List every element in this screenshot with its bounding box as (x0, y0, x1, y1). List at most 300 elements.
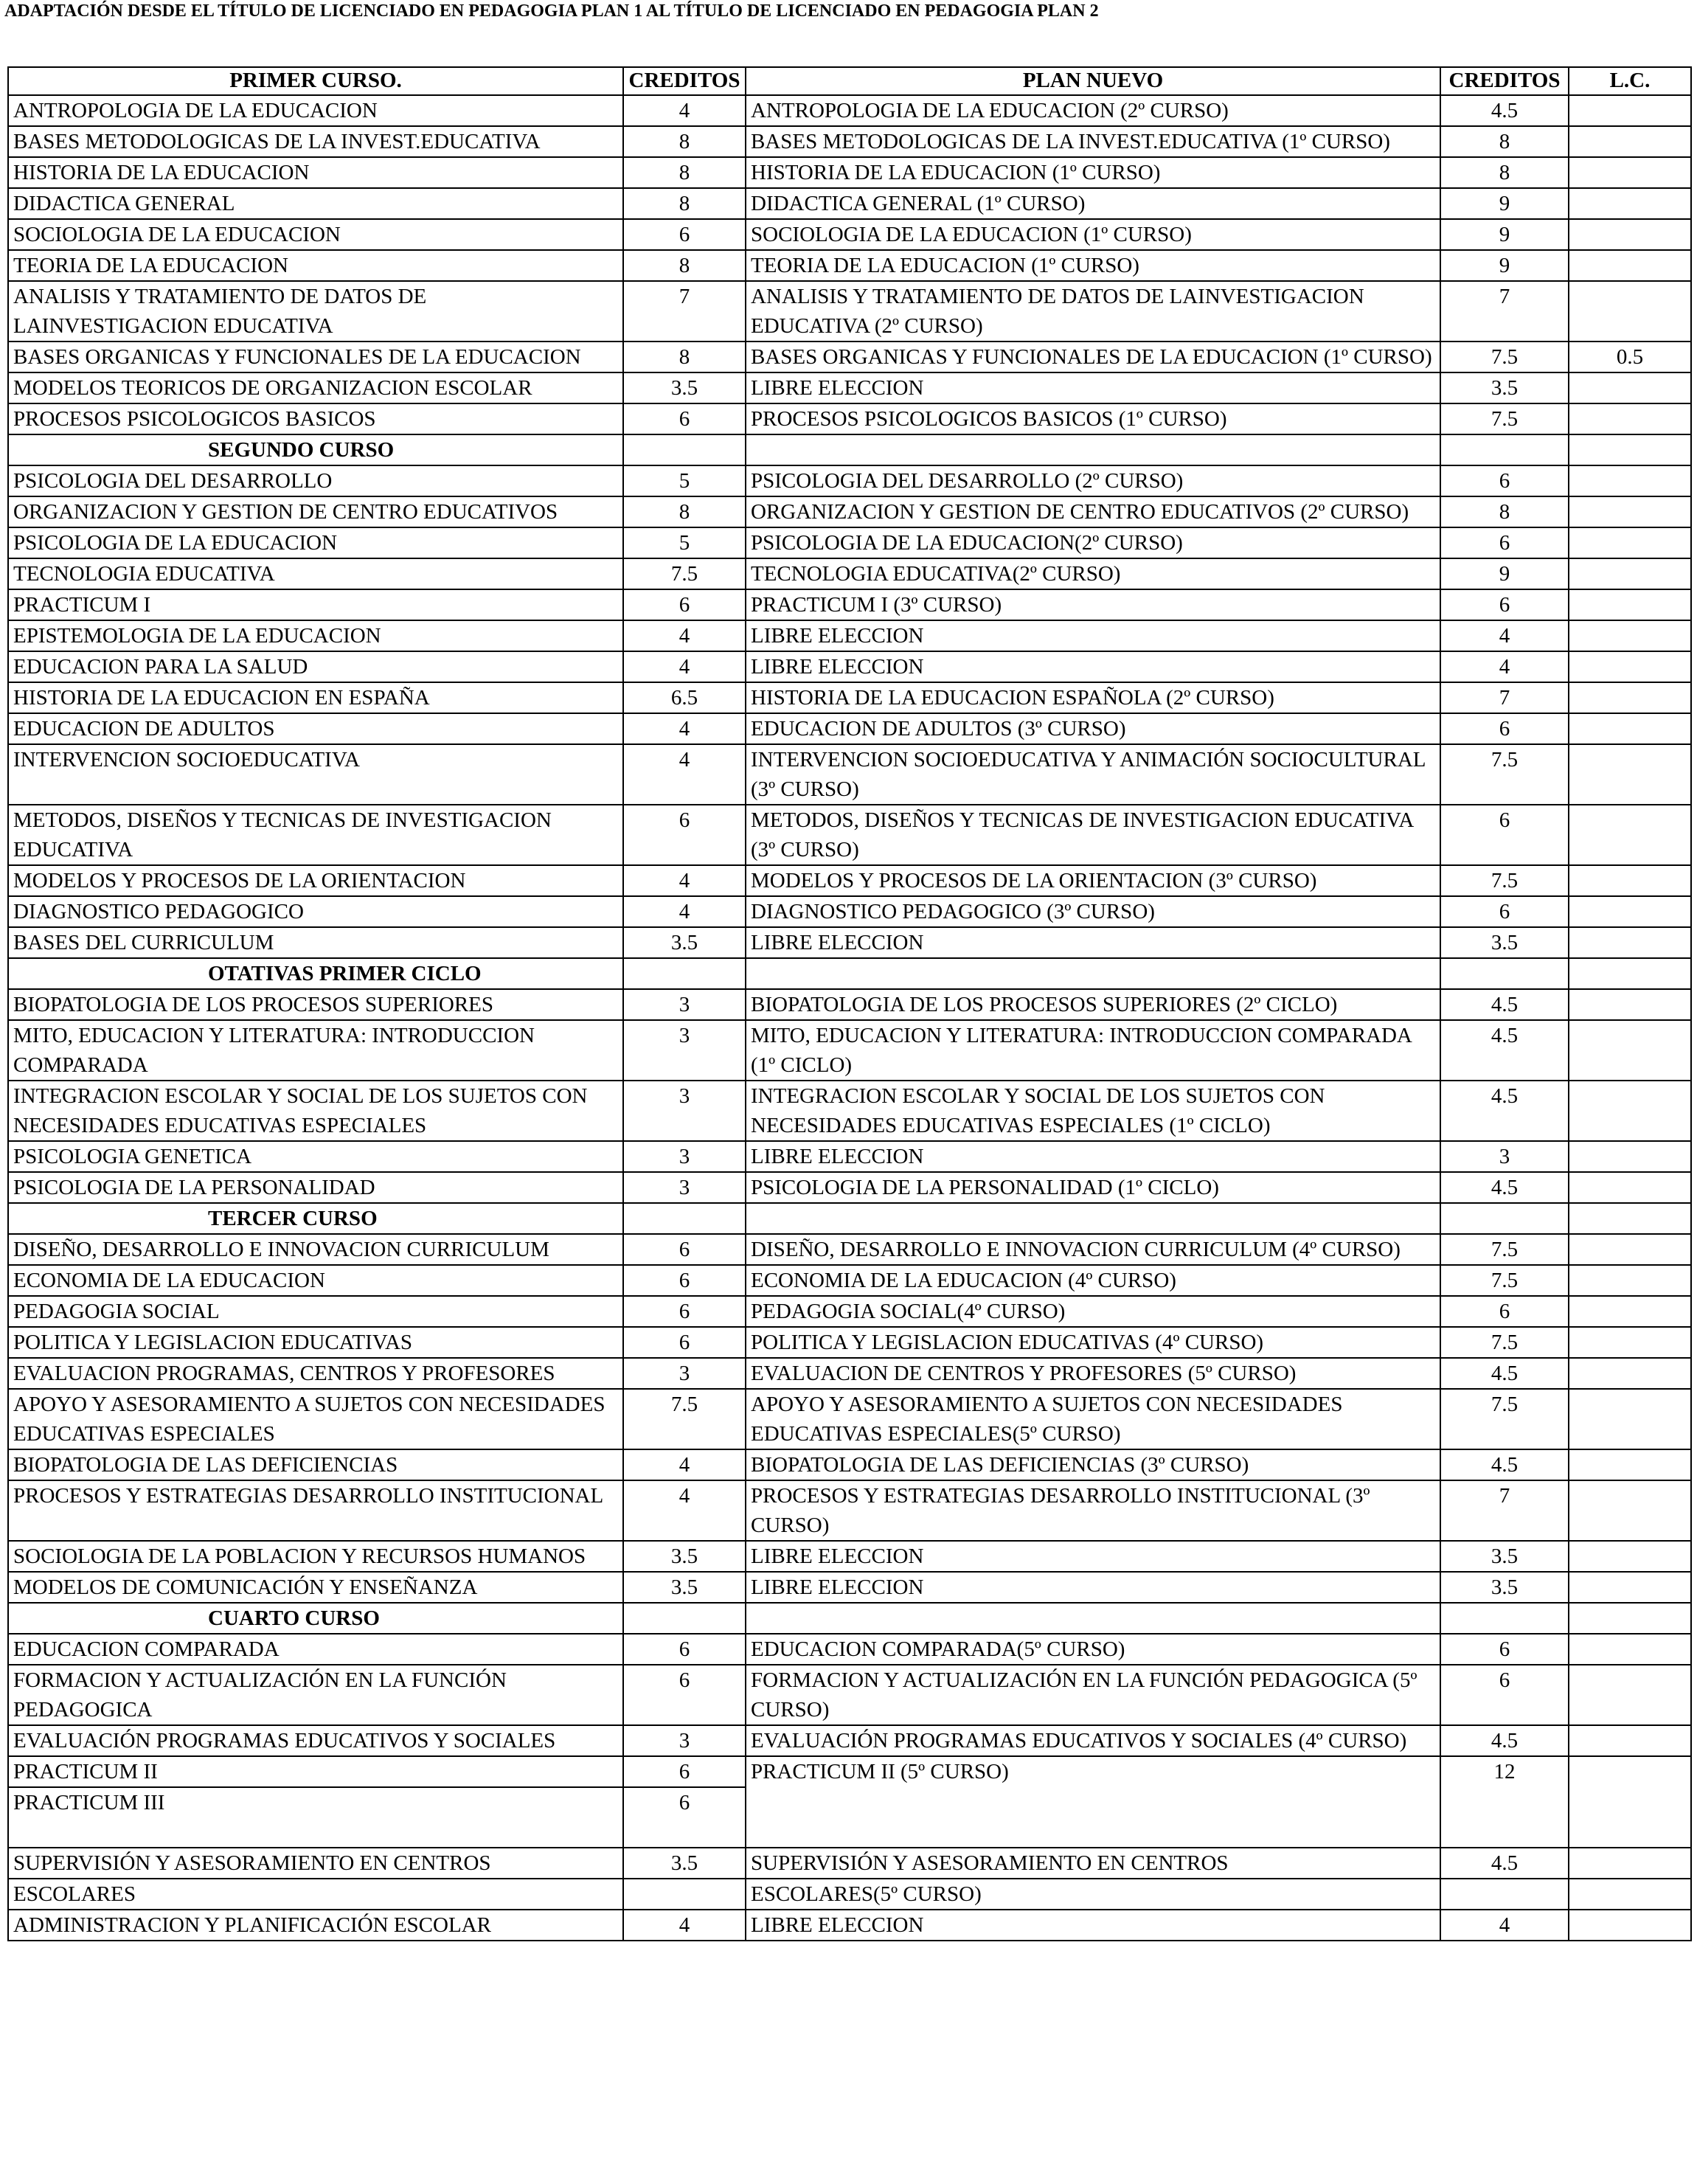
new-credits: 7.5 (1440, 865, 1569, 896)
new-subject: DIDACTICA GENERAL (1º CURSO) (746, 188, 1440, 219)
lc-credits (1569, 219, 1691, 250)
table-row (8, 896, 1691, 927)
old-credits: 3 (623, 1081, 746, 1141)
old-subject: INTERVENCION SOCIOEDUCATIVA (8, 744, 623, 805)
table-row (8, 989, 1691, 1020)
table-tail (8, 1848, 1691, 1941)
table-row (8, 95, 1691, 126)
header-old-plan: PRIMER CURSO. (8, 67, 623, 95)
new-credits: 4.5 (1440, 95, 1569, 126)
new-credits: 4.5 (1440, 1020, 1569, 1081)
old-credits: 4 (623, 896, 746, 927)
old-credits: 3.5 (623, 1572, 746, 1603)
lc-credits (1569, 527, 1691, 558)
header-old-credits: CREDITOS (623, 67, 746, 95)
section-row (8, 1603, 1691, 1634)
new-subject: PSICOLOGIA DE LA PERSONALIDAD (1º CICLO) (746, 1172, 1440, 1203)
lc-credits (1569, 1265, 1691, 1296)
new-subject: INTEGRACION ESCOLAR Y SOCIAL DE LOS SUJETOS CON NECESIDADES EDUCATIVAS ESPECIALES (1º CICLO) (746, 1081, 1440, 1141)
lc-credits (1569, 958, 1691, 989)
old-credits: 6 (623, 589, 746, 620)
new-credits (1440, 1203, 1569, 1234)
old-credits: 4 (623, 1910, 746, 1941)
new-subject: LIBRE ELECCION (746, 1572, 1440, 1603)
lc-credits (1569, 1572, 1691, 1603)
new-subject: METODOS, DISEÑOS Y TECNICAS DE INVESTIGACION EDUCATIVA (3º CURSO) (746, 805, 1440, 865)
new-credits (1440, 434, 1569, 465)
old-credits: 3.5 (623, 927, 746, 958)
old-subject: MODELOS Y PROCESOS DE LA ORIENTACION (8, 865, 623, 896)
section-title: OTATIVAS PRIMER CICLO (8, 958, 623, 989)
new-credits (1440, 1603, 1569, 1634)
old-subject: EVALUACION PROGRAMAS, CENTROS Y PROFESORES (8, 1358, 623, 1389)
old-subject: INTEGRACION ESCOLAR Y SOCIAL DE LOS SUJETOS CON NECESIDADES EDUCATIVAS ESPECIALES (8, 1081, 623, 1141)
table-row (8, 1665, 1691, 1725)
table-row (8, 1848, 1691, 1879)
new-credits: 6 (1440, 589, 1569, 620)
old-credits: 4 (623, 865, 746, 896)
new-credits: 9 (1440, 250, 1569, 281)
table-row (8, 372, 1691, 403)
new-subject: DIAGNOSTICO PEDAGOGICO (3º CURSO) (746, 896, 1440, 927)
new-credits: 9 (1440, 558, 1569, 589)
new-credits: 6 (1440, 1296, 1569, 1327)
old-credits: 5 (623, 527, 746, 558)
new-subject: PEDAGOGIA SOCIAL(4º CURSO) (746, 1296, 1440, 1327)
new-subject (746, 434, 1440, 465)
lc-credits (1569, 651, 1691, 682)
old-credits: 4 (623, 744, 746, 805)
table-row (8, 1634, 1691, 1665)
old-credits: 8 (623, 250, 746, 281)
new-subject: APOYO Y ASESORAMIENTO A SUJETOS CON NECESIDADES EDUCATIVAS ESPECIALES(5º CURSO) (746, 1389, 1440, 1449)
old-subject: EDUCACION PARA LA SALUD (8, 651, 623, 682)
lc-credits (1569, 1603, 1691, 1634)
table-row (8, 1725, 1691, 1756)
table-row (8, 126, 1691, 157)
old-credits: 7.5 (623, 1389, 746, 1449)
old-subject: PROCESOS PSICOLOGICOS BASICOS (8, 403, 623, 434)
old-credits: 3.5 (623, 1848, 746, 1879)
old-subject: PRACTICUM II (8, 1756, 623, 1787)
old-credits: 3.5 (623, 372, 746, 403)
lc-credits (1569, 1234, 1691, 1265)
lc-credits (1569, 558, 1691, 589)
new-credits: 3.5 (1440, 1541, 1569, 1572)
new-credits: 7 (1440, 281, 1569, 342)
lc-credits (1569, 496, 1691, 527)
lc-credits (1569, 1358, 1691, 1389)
section-title: CUARTO CURSO (8, 1603, 623, 1634)
new-credits: 4.5 (1440, 1725, 1569, 1756)
old-subject: POLITICA Y LEGISLACION EDUCATIVAS (8, 1327, 623, 1358)
old-credits (623, 434, 746, 465)
old-subject: PROCESOS Y ESTRATEGIAS DESARROLLO INSTITUCIONAL (8, 1480, 623, 1541)
new-subject: SOCIOLOGIA DE LA EDUCACION (1º CURSO) (746, 219, 1440, 250)
lc-credits (1569, 403, 1691, 434)
table-row (8, 865, 1691, 896)
lc-credits (1569, 865, 1691, 896)
table-row (8, 1572, 1691, 1603)
new-credits: 4.5 (1440, 1172, 1569, 1203)
old-credits: 6 (623, 1756, 746, 1787)
new-credits: 4 (1440, 651, 1569, 682)
new-credits: 4.5 (1440, 1081, 1569, 1141)
lc-credits (1569, 372, 1691, 403)
table-row (8, 465, 1691, 496)
new-subject: PROCESOS Y ESTRATEGIAS DESARROLLO INSTITUCIONAL (3º CURSO) (746, 1480, 1440, 1541)
new-credits: 7.5 (1440, 1327, 1569, 1358)
new-credits: 3.5 (1440, 372, 1569, 403)
table-row (8, 1141, 1691, 1172)
old-credits: 6 (623, 1665, 746, 1725)
lc-credits (1569, 1296, 1691, 1327)
table-row (8, 1389, 1691, 1449)
new-credits: 7.5 (1440, 342, 1569, 372)
new-subject: PRACTICUM I (3º CURSO) (746, 589, 1440, 620)
lc-credits (1569, 620, 1691, 651)
table-row (8, 805, 1691, 865)
new-subject: TEORIA DE LA EDUCACION (1º CURSO) (746, 250, 1440, 281)
old-credits: 6.5 (623, 682, 746, 713)
new-subject: HISTORIA DE LA EDUCACION (1º CURSO) (746, 157, 1440, 188)
new-credits (1440, 1879, 1569, 1910)
lc-credits (1569, 927, 1691, 958)
old-subject: FORMACION Y ACTUALIZACIÓN EN LA FUNCIÓN PEDAGOGICA (8, 1665, 623, 1725)
lc-credits (1569, 682, 1691, 713)
lc-credits (1569, 713, 1691, 744)
old-credits: 6 (623, 1234, 746, 1265)
section-row (8, 958, 1691, 989)
old-subject: ADMINISTRACION Y PLANIFICACIÓN ESCOLAR (8, 1910, 623, 1941)
table-row (8, 927, 1691, 958)
old-subject: ANALISIS Y TRATAMIENTO DE DATOS DE LAINVESTIGACION EDUCATIVA (8, 281, 623, 342)
old-subject: PEDAGOGIA SOCIAL (8, 1296, 623, 1327)
new-credits: 4.5 (1440, 1358, 1569, 1389)
new-subject: PSICOLOGIA DEL DESARROLLO (2º CURSO) (746, 465, 1440, 496)
new-credits: 6 (1440, 713, 1569, 744)
new-credits: 6 (1440, 465, 1569, 496)
lc-credits (1569, 1665, 1691, 1725)
new-credits: 4 (1440, 620, 1569, 651)
old-subject: MODELOS DE COMUNICACIÓN Y ENSEÑANZA (8, 1572, 623, 1603)
old-subject: BASES METODOLOGICAS DE LA INVEST.EDUCATIVA (8, 126, 623, 157)
new-credits: 4.5 (1440, 1848, 1569, 1879)
new-credits: 6 (1440, 1665, 1569, 1725)
old-subject: ANTROPOLOGIA DE LA EDUCACION (8, 95, 623, 126)
old-subject: BIOPATOLOGIA DE LOS PROCESOS SUPERIORES (8, 989, 623, 1020)
table-row (8, 558, 1691, 589)
old-credits: 8 (623, 157, 746, 188)
new-credits: 7.5 (1440, 403, 1569, 434)
old-credits: 6 (623, 1787, 746, 1848)
old-subject: ESCOLARES (8, 1879, 623, 1910)
old-subject: MODELOS TEORICOS DE ORGANIZACION ESCOLAR (8, 372, 623, 403)
header-new-plan: PLAN NUEVO (746, 67, 1440, 95)
old-subject: ORGANIZACION Y GESTION DE CENTRO EDUCATIVOS (8, 496, 623, 527)
new-credits: 7.5 (1440, 744, 1569, 805)
new-subject: PROCESOS PSICOLOGICOS BASICOS (1º CURSO) (746, 403, 1440, 434)
old-credits: 4 (623, 620, 746, 651)
new-subject: ECONOMIA DE LA EDUCACION (4º CURSO) (746, 1265, 1440, 1296)
new-credits: 3 (1440, 1141, 1569, 1172)
old-subject: PRACTICUM I (8, 589, 623, 620)
old-subject: TEORIA DE LA EDUCACION (8, 250, 623, 281)
lc-credits (1569, 896, 1691, 927)
lc-credits (1569, 1910, 1691, 1941)
table-body (8, 95, 1691, 1756)
section-title: SEGUNDO CURSO (8, 434, 623, 465)
lc-credits: 0.5 (1569, 342, 1691, 372)
new-credits: 7 (1440, 1480, 1569, 1541)
new-subject: MODELOS Y PROCESOS DE LA ORIENTACION (3º CURSO) (746, 865, 1440, 896)
new-subject (746, 1603, 1440, 1634)
old-credits: 3 (623, 989, 746, 1020)
old-credits: 3 (623, 1725, 746, 1756)
old-credits: 3 (623, 1172, 746, 1203)
new-subject: FORMACION Y ACTUALIZACIÓN EN LA FUNCIÓN PEDAGOGICA (5º CURSO) (746, 1665, 1440, 1725)
table-row (8, 527, 1691, 558)
lc-credits (1569, 434, 1691, 465)
new-credits: 12 (1440, 1756, 1569, 1848)
table-row (8, 589, 1691, 620)
old-subject: APOYO Y ASESORAMIENTO A SUJETOS CON NECESIDADES EDUCATIVAS ESPECIALES (8, 1389, 623, 1449)
section-row (8, 434, 1691, 465)
new-credits: 6 (1440, 805, 1569, 865)
new-subject: EDUCACION COMPARADA(5º CURSO) (746, 1634, 1440, 1665)
new-credits: 9 (1440, 219, 1569, 250)
lc-credits (1569, 281, 1691, 342)
table-row (8, 342, 1691, 372)
lc-credits (1569, 1327, 1691, 1358)
old-subject: MITO, EDUCACION Y LITERATURA: INTRODUCCION COMPARADA (8, 1020, 623, 1081)
old-credits (623, 1603, 746, 1634)
old-credits: 8 (623, 496, 746, 527)
old-subject: ECONOMIA DE LA EDUCACION (8, 1265, 623, 1296)
old-credits (623, 1203, 746, 1234)
old-credits: 3 (623, 1358, 746, 1389)
old-subject: BIOPATOLOGIA DE LAS DEFICIENCIAS (8, 1449, 623, 1480)
table-row (8, 1449, 1691, 1480)
old-subject: PSICOLOGIA GENETICA (8, 1141, 623, 1172)
old-credits: 6 (623, 403, 746, 434)
old-subject: EDUCACION DE ADULTOS (8, 713, 623, 744)
practicum-group (8, 1756, 1691, 1848)
lc-credits (1569, 188, 1691, 219)
old-credits: 8 (623, 188, 746, 219)
old-subject: HISTORIA DE LA EDUCACION EN ESPAÑA (8, 682, 623, 713)
old-subject: DISEÑO, DESARROLLO E INNOVACION CURRICULUM (8, 1234, 623, 1265)
old-subject: EPISTEMOLOGIA DE LA EDUCACION (8, 620, 623, 651)
new-subject: LIBRE ELECCION (746, 620, 1440, 651)
lc-credits (1569, 1725, 1691, 1756)
new-subject: BASES METODOLOGICAS DE LA INVEST.EDUCATIVA (1º CURSO) (746, 126, 1440, 157)
table-row (8, 651, 1691, 682)
table-row (8, 1879, 1691, 1910)
old-credits: 6 (623, 1327, 746, 1358)
old-credits (623, 1879, 746, 1910)
lc-credits (1569, 989, 1691, 1020)
lc-credits (1569, 126, 1691, 157)
new-subject: EVALUACION DE CENTROS Y PROFESORES (5º CURSO) (746, 1358, 1440, 1389)
lc-credits (1569, 1141, 1691, 1172)
old-credits: 4 (623, 1480, 746, 1541)
document-title: ADAPTACIÓN DESDE EL TÍTULO DE LICENCIADO EN PEDAGOGIA PLAN 1 AL TÍTULO DE LICENCIADO EN PEDAGOGIA PLAN 2 (4, 1, 1099, 21)
new-credits: 7 (1440, 682, 1569, 713)
table-row (8, 1327, 1691, 1358)
old-subject: PSICOLOGIA DE LA EDUCACION (8, 527, 623, 558)
lc-credits (1569, 1020, 1691, 1081)
old-credits: 4 (623, 651, 746, 682)
new-subject (746, 958, 1440, 989)
header-lc: L.C. (1569, 67, 1691, 95)
new-credits: 3.5 (1440, 1572, 1569, 1603)
new-credits: 4 (1440, 1910, 1569, 1941)
new-subject: TECNOLOGIA EDUCATIVA(2º CURSO) (746, 558, 1440, 589)
lc-credits (1569, 1480, 1691, 1541)
table-row (8, 188, 1691, 219)
old-subject: PSICOLOGIA DEL DESARROLLO (8, 465, 623, 496)
new-credits: 8 (1440, 126, 1569, 157)
new-subject: BIOPATOLOGIA DE LOS PROCESOS SUPERIORES (2º CICLO) (746, 989, 1440, 1020)
new-subject (746, 1203, 1440, 1234)
lc-credits (1569, 1848, 1691, 1879)
new-credits: 7.5 (1440, 1234, 1569, 1265)
table-row (8, 1541, 1691, 1572)
table-row (8, 403, 1691, 434)
old-credits: 3.5 (623, 1541, 746, 1572)
table-row (8, 744, 1691, 805)
new-subject: SUPERVISIÓN Y ASESORAMIENTO EN CENTROS (746, 1848, 1440, 1879)
section-title: TERCER CURSO (8, 1203, 623, 1234)
old-credits: 6 (623, 1634, 746, 1665)
old-credits: 5 (623, 465, 746, 496)
header-row (8, 67, 1691, 95)
table-row (8, 1480, 1691, 1541)
table-row (8, 1172, 1691, 1203)
table-row (8, 1265, 1691, 1296)
old-credits (623, 958, 746, 989)
table-row (8, 1910, 1691, 1941)
new-subject: ESCOLARES(5º CURSO) (746, 1879, 1440, 1910)
lc-credits (1569, 744, 1691, 805)
new-subject: POLITICA Y LEGISLACION EDUCATIVAS (4º CURSO) (746, 1327, 1440, 1358)
old-credits: 3 (623, 1141, 746, 1172)
new-credits (1440, 958, 1569, 989)
new-credits: 9 (1440, 188, 1569, 219)
header-new-credits: CREDITOS (1440, 67, 1569, 95)
table-row (8, 1081, 1691, 1141)
new-subject: MITO, EDUCACION Y LITERATURA: INTRODUCCION COMPARADA (1º CICLO) (746, 1020, 1440, 1081)
new-subject: EVALUACIÓN PROGRAMAS EDUCATIVOS Y SOCIALES (4º CURSO) (746, 1725, 1440, 1756)
lc-credits (1569, 95, 1691, 126)
old-credits: 4 (623, 1449, 746, 1480)
new-subject: EDUCACION DE ADULTOS (3º CURSO) (746, 713, 1440, 744)
old-subject: BASES ORGANICAS Y FUNCIONALES DE LA EDUCACION (8, 342, 623, 372)
old-credits: 6 (623, 1265, 746, 1296)
old-subject: TECNOLOGIA EDUCATIVA (8, 558, 623, 589)
old-subject: EDUCACION COMPARADA (8, 1634, 623, 1665)
lc-credits (1569, 250, 1691, 281)
table-row (8, 1296, 1691, 1327)
old-credits: 6 (623, 219, 746, 250)
table-row (8, 620, 1691, 651)
table-row (8, 1358, 1691, 1389)
new-subject: LIBRE ELECCION (746, 1141, 1440, 1172)
old-subject: BASES DEL CURRICULUM (8, 927, 623, 958)
old-credits: 3 (623, 1020, 746, 1081)
old-credits: 8 (623, 126, 746, 157)
new-subject: LIBRE ELECCION (746, 927, 1440, 958)
table-row (8, 1234, 1691, 1265)
new-subject: PSICOLOGIA DE LA EDUCACION(2º CURSO) (746, 527, 1440, 558)
table-row (8, 496, 1691, 527)
lc-credits (1569, 1879, 1691, 1910)
old-credits: 8 (623, 342, 746, 372)
lc-credits (1569, 465, 1691, 496)
old-subject: SOCIOLOGIA DE LA POBLACION Y RECURSOS HUMANOS (8, 1541, 623, 1572)
new-credits: 6 (1440, 896, 1569, 927)
old-subject: SUPERVISIÓN Y ASESORAMIENTO EN CENTROS (8, 1848, 623, 1879)
lc-credits (1569, 1203, 1691, 1234)
old-credits: 7 (623, 281, 746, 342)
table-row (8, 250, 1691, 281)
old-subject: PRACTICUM III (8, 1787, 623, 1848)
table-row (8, 1756, 1691, 1787)
lc-credits (1569, 1541, 1691, 1572)
new-credits: 7.5 (1440, 1389, 1569, 1449)
old-subject: DIAGNOSTICO PEDAGOGICO (8, 896, 623, 927)
lc-credits (1569, 1449, 1691, 1480)
new-credits: 6 (1440, 1634, 1569, 1665)
lc-credits (1569, 805, 1691, 865)
new-subject: LIBRE ELECCION (746, 1541, 1440, 1572)
old-credits: 6 (623, 805, 746, 865)
old-subject: METODOS, DISEÑOS Y TECNICAS DE INVESTIGACION EDUCATIVA (8, 805, 623, 865)
new-credits: 4.5 (1440, 1449, 1569, 1480)
new-subject: PRACTICUM II (5º CURSO) (746, 1756, 1440, 1848)
table-row (8, 682, 1691, 713)
lc-credits (1569, 589, 1691, 620)
new-subject: ORGANIZACION Y GESTION DE CENTRO EDUCATIVOS (2º CURSO) (746, 496, 1440, 527)
old-subject: DIDACTICA GENERAL (8, 188, 623, 219)
new-subject: INTERVENCION SOCIOEDUCATIVA Y ANIMACIÓN SOCIOCULTURAL (3º CURSO) (746, 744, 1440, 805)
new-credits: 7.5 (1440, 1265, 1569, 1296)
new-credits: 3.5 (1440, 927, 1569, 958)
lc-credits (1569, 157, 1691, 188)
old-credits: 7.5 (623, 558, 746, 589)
old-subject: EVALUACIÓN PROGRAMAS EDUCATIVOS Y SOCIALES (8, 1725, 623, 1756)
old-credits: 4 (623, 713, 746, 744)
lc-credits (1569, 1756, 1691, 1848)
adaptation-table (7, 66, 1692, 1941)
new-subject: LIBRE ELECCION (746, 372, 1440, 403)
old-credits: 6 (623, 1296, 746, 1327)
new-subject: LIBRE ELECCION (746, 651, 1440, 682)
lc-credits (1569, 1172, 1691, 1203)
new-credits: 8 (1440, 496, 1569, 527)
old-credits: 4 (623, 95, 746, 126)
new-subject: LIBRE ELECCION (746, 1910, 1440, 1941)
lc-credits (1569, 1634, 1691, 1665)
old-subject: PSICOLOGIA DE LA PERSONALIDAD (8, 1172, 623, 1203)
table-row (8, 219, 1691, 250)
old-subject: SOCIOLOGIA DE LA EDUCACION (8, 219, 623, 250)
lc-credits (1569, 1081, 1691, 1141)
table-row (8, 157, 1691, 188)
table-row (8, 281, 1691, 342)
new-subject: BASES ORGANICAS Y FUNCIONALES DE LA EDUCACION (1º CURSO) (746, 342, 1440, 372)
